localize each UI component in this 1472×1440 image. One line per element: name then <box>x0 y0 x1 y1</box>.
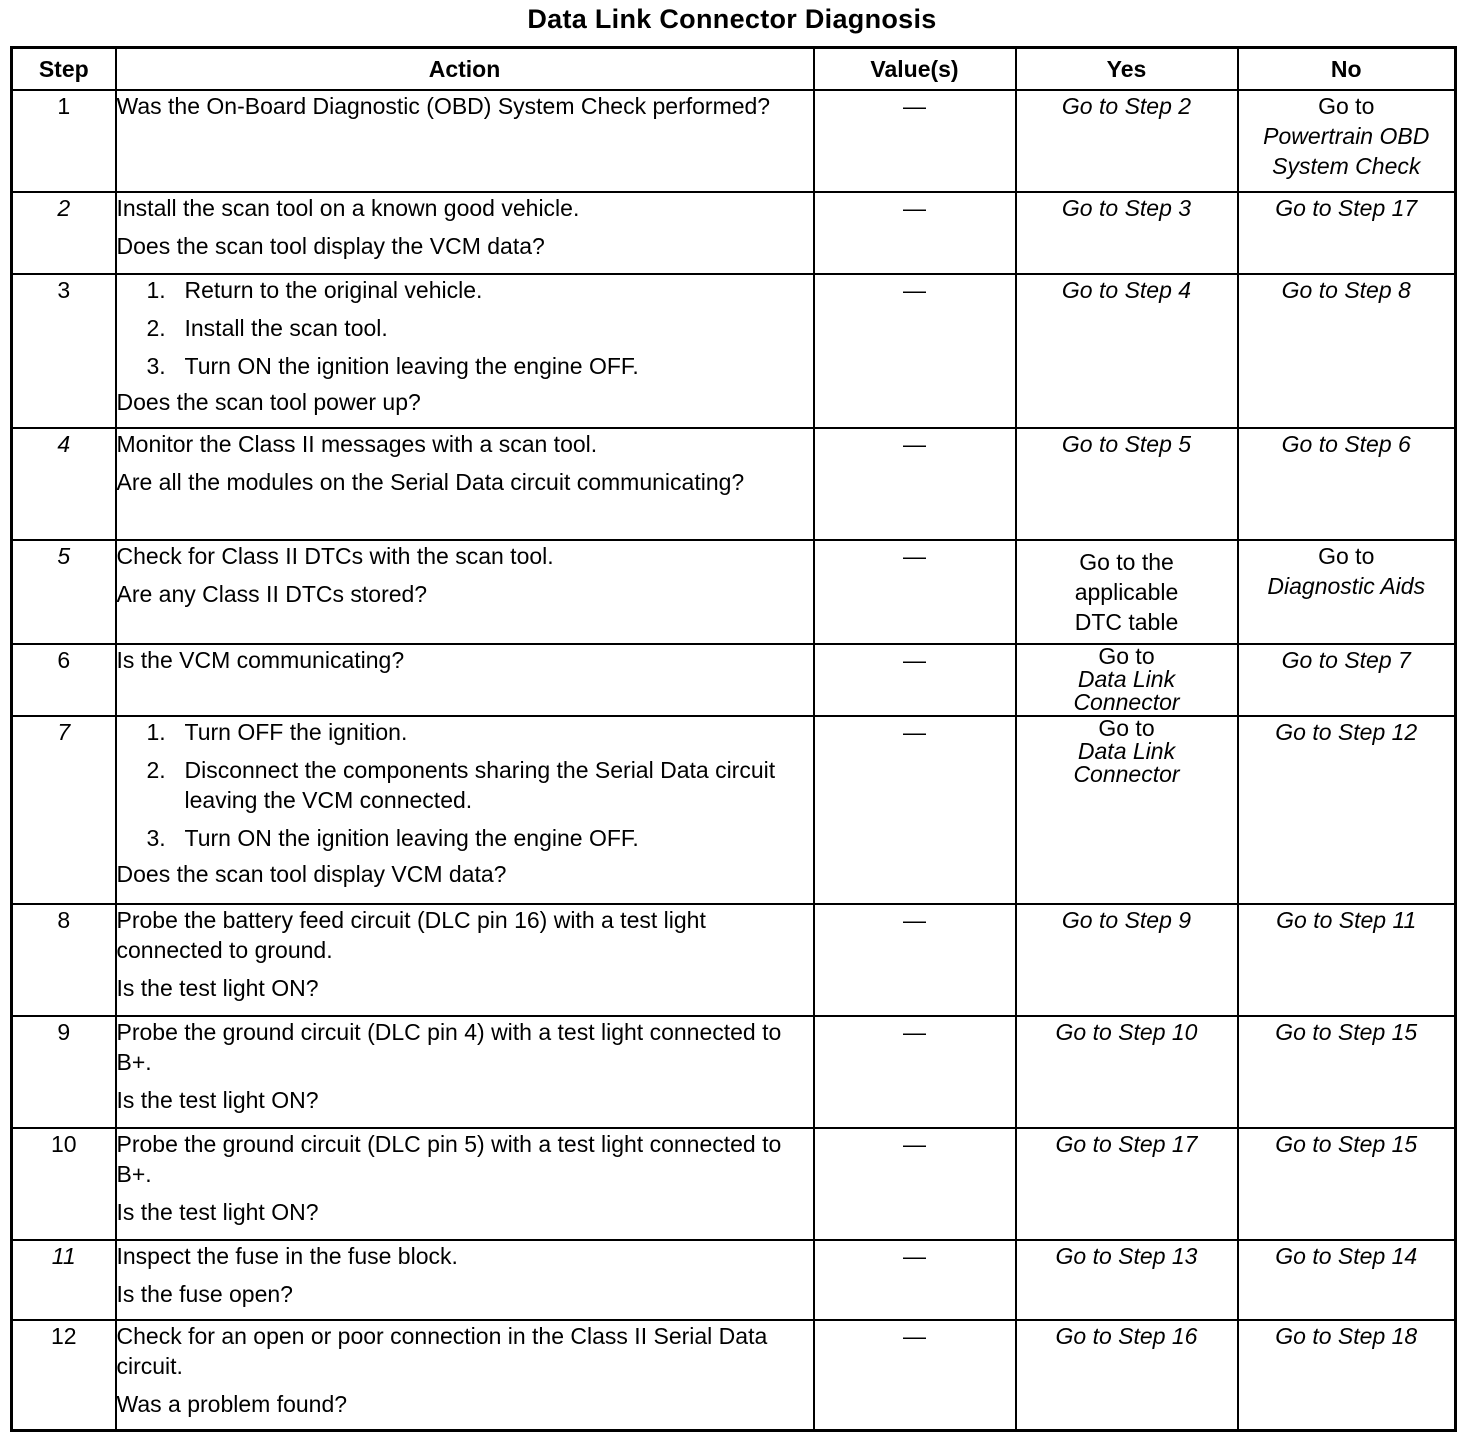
list-item: 2. Disconnect the components sharing the Serial Data circuit leaving the VCM connected. <box>146 757 776 813</box>
yes-text: Data Link <box>1077 738 1176 764</box>
no-text: System Check <box>1272 153 1421 179</box>
yes-text: Go to <box>1098 715 1155 741</box>
no-cell <box>1238 428 1456 540</box>
no-cell <box>1238 192 1456 274</box>
no-text: Go to <box>1318 543 1375 569</box>
action-text: Probe the ground circuit (DLC pin 5) with a test light connected to B+. <box>116 1131 782 1187</box>
value-cell: — <box>814 1128 1016 1240</box>
no-cell <box>1238 904 1456 1016</box>
yes-text: Go to Step 10 <box>1055 1019 1198 1045</box>
action-question: Is the test light ON? <box>116 1199 319 1225</box>
step-number: 4 <box>12 428 116 540</box>
value-cell: — <box>814 90 1016 192</box>
value-cell: — <box>814 428 1016 540</box>
action-cell <box>116 716 814 904</box>
yes-cell <box>1016 192 1238 274</box>
no-text: Go to Step 18 <box>1275 1323 1418 1349</box>
action-text: Check for Class II DTCs with the scan tool. <box>116 543 554 569</box>
action-question: Are any Class II DTCs stored? <box>116 581 428 607</box>
header-action: Action <box>116 48 814 91</box>
value-cell: — <box>814 1240 1016 1320</box>
action-text: Monitor the Class II messages with a scan tool. <box>116 431 598 457</box>
step-number: 5 <box>12 540 116 644</box>
action-question: Is the fuse open? <box>116 1281 293 1307</box>
action-question: Is the test light ON? <box>116 975 319 1001</box>
yes-text: Go to <box>1098 643 1155 669</box>
yes-text: Connector <box>1073 689 1180 715</box>
action-question: Are all the modules on the Serial Data circuit communicating? <box>116 469 745 495</box>
action-cell <box>116 1320 814 1430</box>
no-cell <box>1238 90 1456 192</box>
list-item: 2. Install the scan tool. <box>146 315 388 341</box>
value-cell: — <box>814 1016 1016 1128</box>
action-text: Is the VCM communicating? <box>116 647 405 673</box>
no-text: Diagnostic Aids <box>1267 573 1426 599</box>
step-number: 3 <box>12 274 116 428</box>
step-number: 2 <box>12 192 116 274</box>
action-cell <box>116 274 814 428</box>
no-text: Go to Step 7 <box>1281 647 1411 673</box>
no-cell <box>1238 540 1456 644</box>
action-text: Probe the battery feed circuit (DLC pin 16) with a test light connected to ground. <box>116 907 706 963</box>
value-cell: — <box>814 274 1016 428</box>
header-step: Step <box>12 48 116 91</box>
yes-text: Go to Step 17 <box>1055 1131 1198 1157</box>
yes-cell <box>1016 274 1238 428</box>
table-row <box>12 540 1456 644</box>
header-yes: Yes <box>1016 48 1238 91</box>
table-row <box>12 1128 1456 1240</box>
action-cell <box>116 90 814 192</box>
yes-cell <box>1016 716 1238 904</box>
list-item: 1. Turn OFF the ignition. <box>146 719 408 745</box>
list-item: 3. Turn ON the ignition leaving the engine OFF. <box>146 353 639 379</box>
no-text: Go to Step 11 <box>1276 907 1417 933</box>
yes-text: Go to Step 2 <box>1061 93 1192 119</box>
action-text: Probe the ground circuit (DLC pin 4) with a test light connected to B+. <box>116 1019 782 1075</box>
list-item: 1. Return to the original vehicle. <box>146 277 483 303</box>
table-row <box>12 428 1456 540</box>
action-cell <box>116 1240 814 1320</box>
step-number: 9 <box>12 1016 116 1128</box>
table-row <box>12 644 1456 716</box>
list-item: 3. Turn ON the ignition leaving the engine OFF. <box>146 825 639 851</box>
yes-text: Go to Step 9 <box>1061 907 1192 933</box>
table-row <box>12 274 1456 428</box>
no-cell <box>1238 716 1456 904</box>
header-no: No <box>1238 48 1456 91</box>
yes-text: Connector <box>1073 761 1180 787</box>
action-text: Install the scan tool on a known good vehicle. <box>116 195 580 221</box>
action-cell <box>116 1128 814 1240</box>
no-cell <box>1238 644 1456 716</box>
no-cell <box>1238 1320 1456 1430</box>
yes-text: Go to Step 5 <box>1061 431 1192 457</box>
step-number: 8 <box>12 904 116 1016</box>
procedure-list <box>117 275 813 381</box>
action-text: Inspect the fuse in the fuse block. <box>116 1243 458 1269</box>
action-cell <box>116 644 814 716</box>
action-cell <box>116 428 814 540</box>
yes-text: Go to Step 16 <box>1055 1323 1198 1349</box>
yes-cell <box>1016 428 1238 540</box>
no-text: Go to Step 6 <box>1281 431 1411 457</box>
no-text: Go to <box>1318 93 1375 119</box>
step-number: 12 <box>12 1320 116 1430</box>
no-text: Go to Step 15 <box>1275 1131 1418 1157</box>
yes-text: Go to Step 4 <box>1061 277 1192 303</box>
no-cell <box>1238 274 1456 428</box>
table-row <box>12 90 1456 192</box>
no-text: Powertrain OBD <box>1263 123 1430 149</box>
page-title: Data Link Connector Diagnosis <box>527 4 937 34</box>
table-row <box>12 192 1456 274</box>
no-text: Go to Step 14 <box>1275 1243 1418 1269</box>
action-question: Is the test light ON? <box>116 1087 319 1113</box>
step-number: 1 <box>12 90 116 192</box>
value-cell: — <box>814 540 1016 644</box>
no-text: Go to Step 17 <box>1275 195 1418 221</box>
yes-text: Go to the <box>1079 549 1174 575</box>
value-cell: — <box>814 716 1016 904</box>
yes-cell <box>1016 1320 1238 1430</box>
value-cell: — <box>814 904 1016 1016</box>
yes-cell <box>1016 904 1238 1016</box>
action-cell <box>116 1016 814 1128</box>
action-cell <box>116 540 814 644</box>
no-text: Go to Step 15 <box>1275 1019 1418 1045</box>
action-question: Does the scan tool display VCM data? <box>116 861 507 887</box>
no-text: Go to Step 12 <box>1275 719 1418 745</box>
yes-cell <box>1016 1240 1238 1320</box>
table-header-row <box>12 48 1456 91</box>
procedure-list <box>117 717 813 853</box>
step-number: 7 <box>12 716 116 904</box>
step-number: 11 <box>12 1240 116 1320</box>
yes-cell <box>1016 644 1238 716</box>
yes-text: applicable <box>1074 579 1179 605</box>
no-cell <box>1238 1016 1456 1128</box>
header-values: Value(s) <box>814 48 1016 91</box>
table-row <box>12 1016 1456 1128</box>
no-cell <box>1238 1240 1456 1320</box>
no-cell <box>1238 1128 1456 1240</box>
action-question: Was a problem found? <box>116 1391 348 1417</box>
value-cell: — <box>814 1320 1016 1430</box>
yes-cell <box>1016 90 1238 192</box>
yes-cell <box>1016 1016 1238 1128</box>
yes-cell <box>1016 1128 1238 1240</box>
yes-text: Data Link <box>1077 666 1176 692</box>
no-text: Go to Step 8 <box>1281 277 1411 303</box>
table-row <box>12 716 1456 904</box>
table-row <box>12 904 1456 1016</box>
action-cell <box>116 904 814 1016</box>
step-number: 10 <box>12 1128 116 1240</box>
yes-text: Go to Step 3 <box>1061 195 1192 221</box>
table-row <box>12 1320 1456 1430</box>
value-cell: — <box>814 644 1016 716</box>
table-row <box>12 1240 1456 1320</box>
action-text: Check for an open or poor connection in the Class II Serial Data circuit. <box>116 1323 768 1379</box>
yes-text: Go to Step 13 <box>1055 1243 1198 1269</box>
yes-text: DTC table <box>1074 609 1179 635</box>
diagnosis-table <box>10 46 1457 1432</box>
action-question: Does the scan tool power up? <box>116 389 421 415</box>
step-number: 6 <box>12 644 116 716</box>
action-question: Does the scan tool display the VCM data? <box>116 233 545 259</box>
action-text: Was the On-Board Diagnostic (OBD) System Check performed? <box>116 93 771 119</box>
yes-cell <box>1016 540 1238 644</box>
action-cell <box>116 192 814 274</box>
value-cell: — <box>814 192 1016 274</box>
